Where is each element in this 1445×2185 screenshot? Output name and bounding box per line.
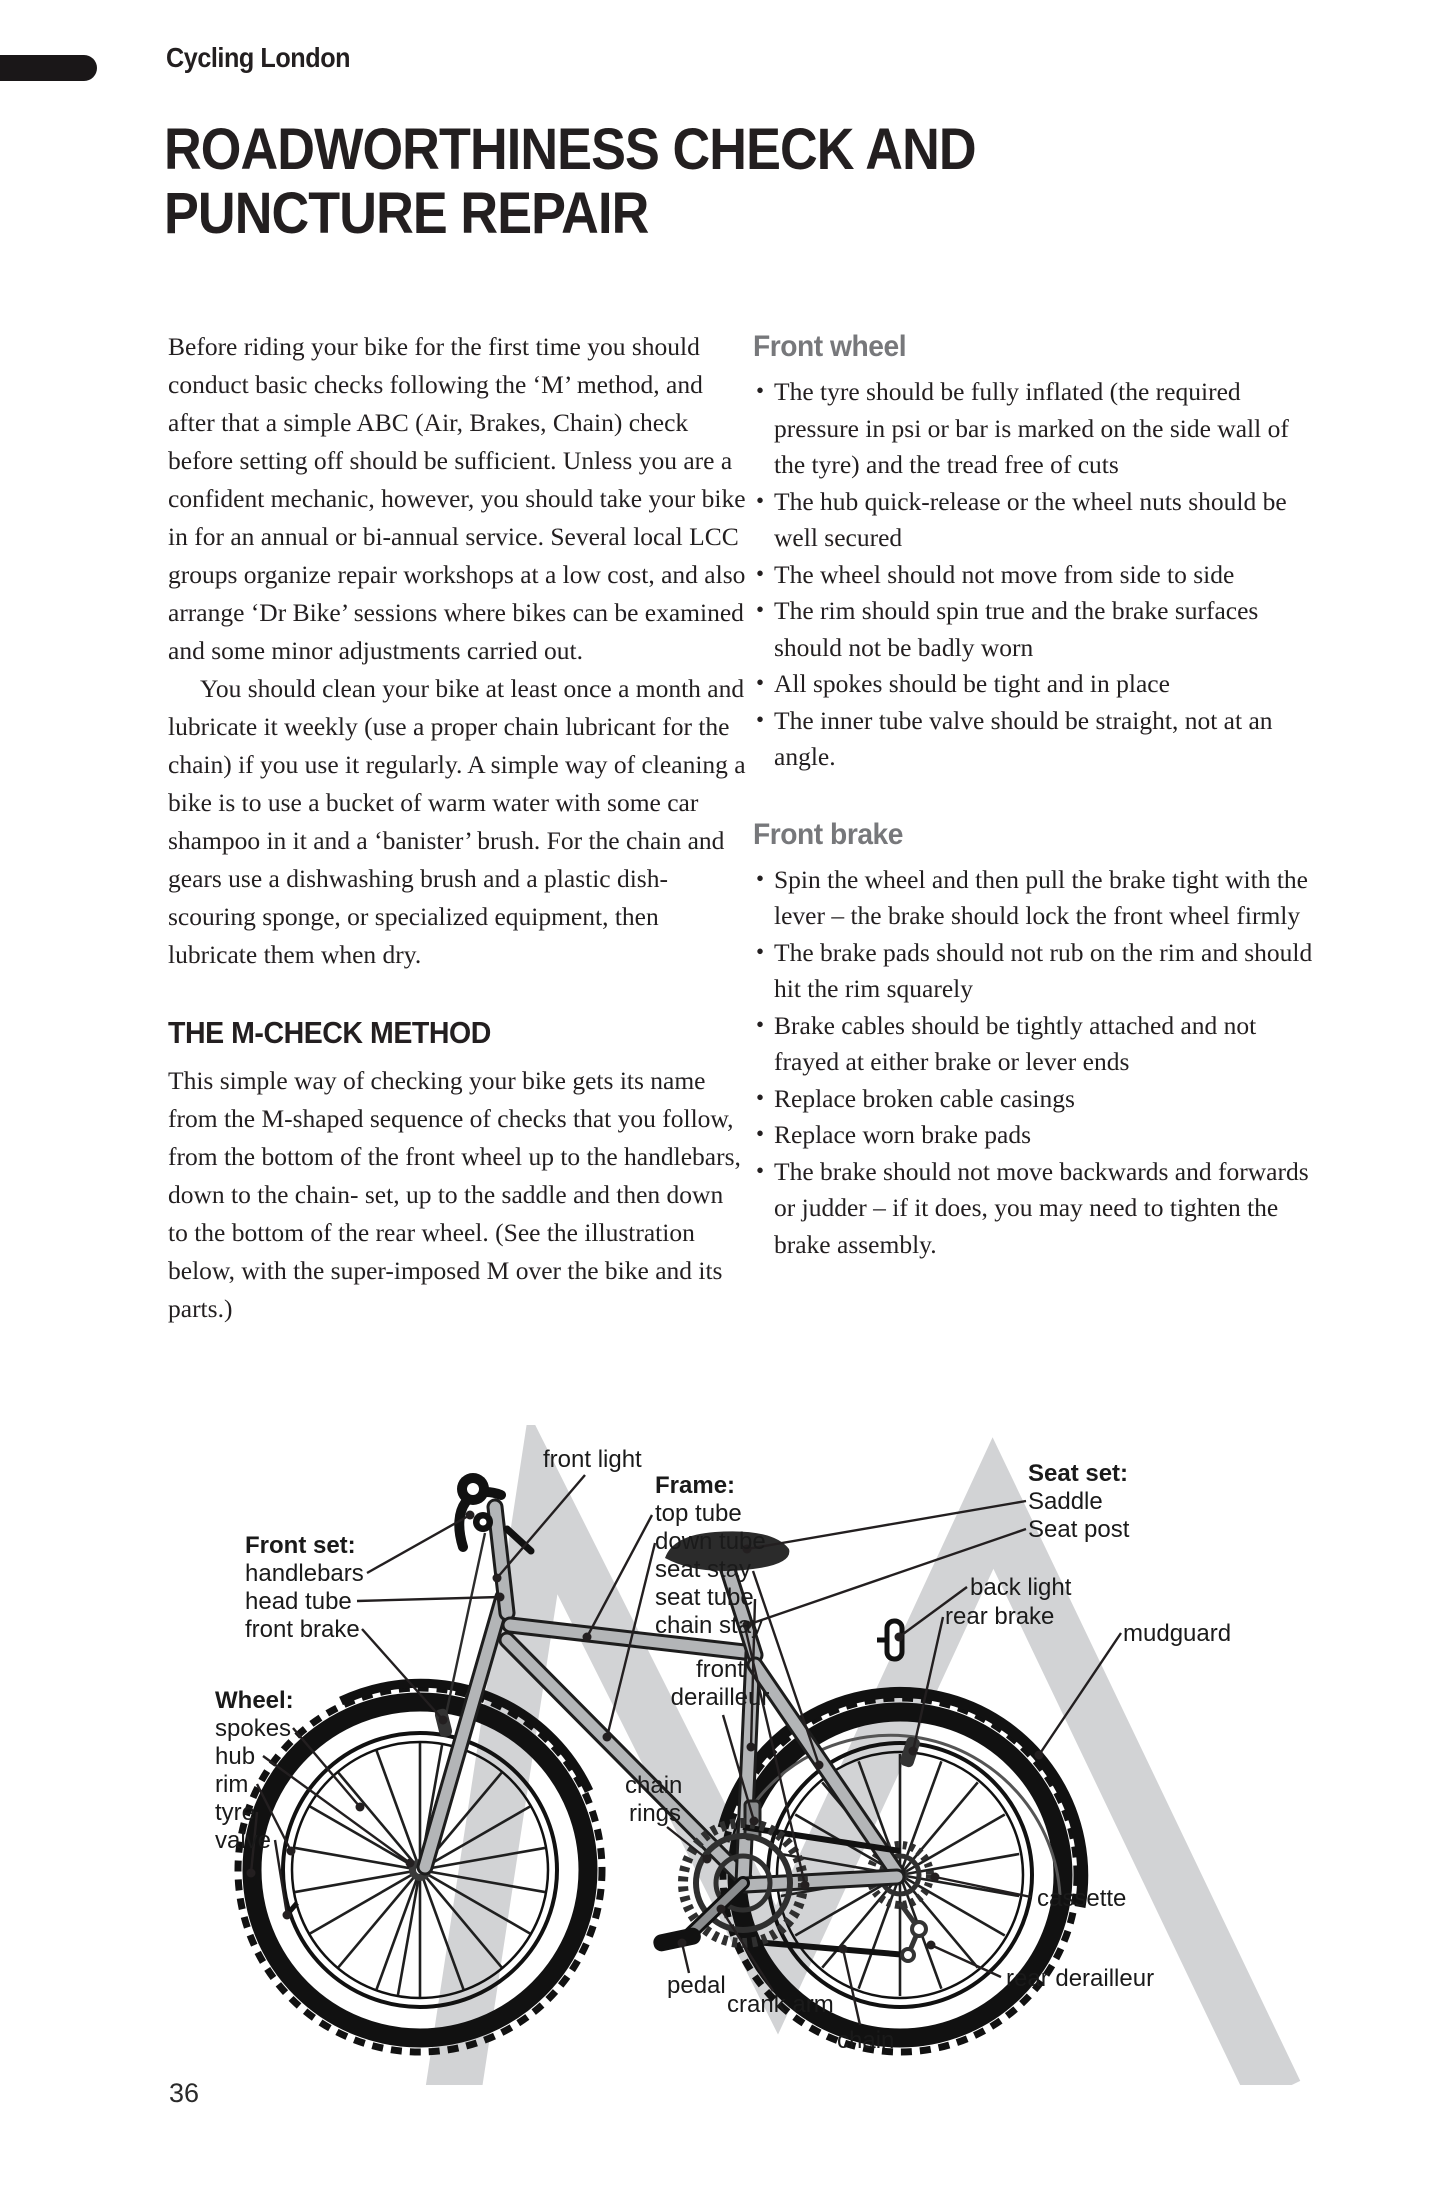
label-front-light: front light <box>543 1446 642 1473</box>
label-rear-derailleur: rear derailleur <box>1006 1965 1155 1992</box>
list-item: • The wheel should not move from side to side <box>753 557 1321 594</box>
section-heading-m-check: THE M-CHECK METHOD <box>168 1015 491 1050</box>
pedal <box>652 1926 702 1953</box>
diagram-labels <box>215 1446 1231 2054</box>
list-item: • Replace worn brake pads <box>753 1117 1321 1154</box>
label-hub: hub <box>215 1743 256 1770</box>
list-item: • The hub quick-release or the wheel nuts should be well secured <box>753 484 1321 557</box>
list-item: • Replace broken cable casings <box>753 1081 1321 1118</box>
label-mudguard: mudguard <box>1123 1620 1232 1647</box>
intro-paragraph-1: Before riding your bike for the first time you should conduct basic checks following the ‘M’ method, and after that a simple ABC (Air, Brakes, Chain) check before setting off should be sufficient. Unless you are a confident mechanic, however, you should take your bike in for an annual or bi-annual service. Several local LCC groups organize repair workshops at a low cost, and also arrange ‘Dr Bike’ sessions where bikes can be examined and some minor adjustments carried out. <box>168 332 746 665</box>
label-top-tube: top tube <box>655 1500 742 1527</box>
label-saddle: Saddle <box>1028 1488 1103 1515</box>
list-item: • The rim should spin true and the brake surfaces should not be badly worn <box>753 593 1321 666</box>
label-chain-stay: chain stay <box>655 1612 764 1639</box>
front-wheel-checklist <box>753 374 1321 776</box>
label-down-tube: down tube <box>655 1528 766 1555</box>
running-header: Cycling London <box>166 42 351 73</box>
bike-m-check-diagram <box>155 1425 1445 2085</box>
label-cassette: cassette <box>1037 1885 1127 1912</box>
m-check-paragraph: This simple way of checking your bike gets its name from the M-shaped sequence of checks that you follow, from the bottom of the front wheel up to the handlebars, down to the chain- set, up to the saddle and then down to the bottom of the rear wheel. (See the illustration below, with the super-imposed M over the bike and its parts.) <box>168 1066 741 1323</box>
label-spokes: spokes <box>215 1715 292 1742</box>
label-back-light: back light <box>970 1574 1072 1601</box>
label-front-derailleur-1: front <box>695 1656 745 1683</box>
label-pedal: pedal <box>667 1972 726 1999</box>
front-brake-checklist <box>753 862 1321 1264</box>
label-crank-arm: crank arm <box>727 1991 834 2018</box>
page-title-line1: ROADWORTHINESS CHECK AND <box>164 117 976 182</box>
label-front-set-header: Front set: <box>245 1532 356 1559</box>
list-item: • Brake cables should be tightly attached and not frayed at either brake or lever ends <box>753 1008 1321 1081</box>
list-item: • Spin the wheel and then pull the brake tight with the lever – the brake should lock the front wheel firmly <box>753 862 1321 935</box>
label-rim: rim <box>215 1771 249 1798</box>
list-item: • The tyre should be fully inflated (the required pressure in psi or bar is marked on the side wall of the tyre) and the tread free of cuts <box>753 374 1321 484</box>
label-tyre: tyre <box>215 1799 256 1826</box>
list-item: • The brake pads should not rub on the rim and should hit the rim squarely <box>753 935 1321 1008</box>
label-valve: valve <box>215 1827 272 1854</box>
section-heading-front-brake: Front brake <box>753 817 903 851</box>
header-tab-bar <box>0 55 97 81</box>
label-seat-tube: seat tube <box>655 1584 754 1611</box>
label-head-tube: head tube <box>245 1588 352 1615</box>
page-title-line2: PUNCTURE REPAIR <box>164 181 649 246</box>
label-wheel-header: Wheel: <box>215 1687 294 1714</box>
intro-paragraph-2: You should clean your bike at least once a month and lubricate it weekly (use a proper chain lubricant for the chain) if you use it regularly. A simple way of cleaning a bike is to use a bucket of warm water with some car shampoo in it and a ‘banister’ brush. For the chain and gears use a dishwashing brush and a plastic dish-scouring sponge, or specialized equipment, then lubricate them when dry. <box>168 674 746 969</box>
label-chain-rings-2: rings <box>629 1800 682 1827</box>
list-item: • The brake should not move backwards and forwards or judder – if it does, you may need to tighten the brake assembly. <box>753 1154 1321 1264</box>
label-seat-set-header: Seat set: <box>1028 1460 1129 1487</box>
label-frame-header: Frame: <box>655 1472 736 1499</box>
page-number: 36 <box>169 2078 200 2108</box>
page-title <box>164 118 976 246</box>
label-chain-rings-1: chain <box>625 1772 683 1799</box>
label-chain: chain <box>837 2027 895 2054</box>
section-heading-front-wheel: Front wheel <box>753 330 907 363</box>
label-handlebars: handlebars <box>245 1560 364 1587</box>
right-column <box>753 328 1321 1263</box>
left-column <box>168 328 746 1328</box>
label-seat-stay: seat stay <box>655 1556 752 1583</box>
list-item: • The inner tube valve should be straight, not at an angle. <box>753 703 1321 776</box>
label-front-brake: front brake <box>245 1616 360 1643</box>
list-item: • All spokes should be tight and in place <box>753 666 1321 703</box>
label-seat-post: Seat post <box>1028 1516 1130 1543</box>
label-front-derailleur-2: derailleur <box>670 1684 770 1711</box>
label-rear-brake: rear brake <box>945 1603 1055 1630</box>
